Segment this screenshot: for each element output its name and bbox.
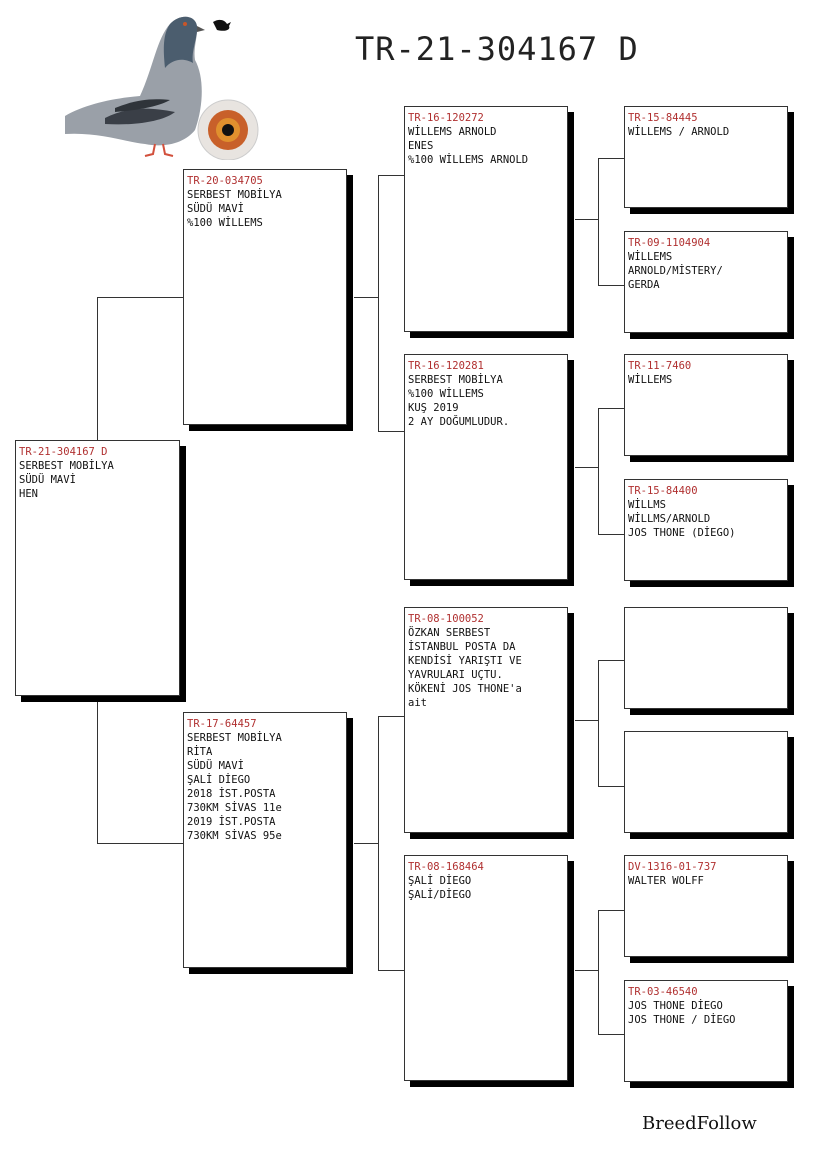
connector-line (378, 175, 379, 431)
connector-line (97, 702, 98, 843)
ring-number: TR-15-84445 (628, 112, 698, 124)
info-line: YAVRULARI UÇTU. (408, 669, 503, 681)
info-line: ENES (408, 140, 434, 152)
info-line: KENDİSİ YARIŞTI VE (408, 655, 522, 667)
ring-number: TR-08-168464 (408, 861, 484, 873)
pedigree-card-dam[interactable] (183, 712, 347, 968)
connector-line (378, 716, 379, 970)
connector-line (598, 660, 599, 786)
connector-line (575, 219, 599, 220)
connector-line (354, 297, 379, 298)
connector-line (378, 175, 404, 176)
info-line: %100 WİLLEMS (187, 217, 263, 229)
connector-line (378, 970, 404, 971)
connector-line (378, 716, 404, 717)
connector-line (598, 408, 599, 534)
info-line: %100 WİLLEMS ARNOLD (408, 154, 529, 166)
pedigree-card-sds[interactable] (624, 354, 788, 456)
pigeon-photo (45, 8, 270, 160)
connector-line (598, 910, 624, 911)
info-line: ÖZKAN SERBEST (408, 627, 491, 639)
connector-line (598, 786, 624, 787)
ring-number: TR-11-7460 (628, 360, 692, 372)
info-line: JOS THONE (DİEGO) (628, 527, 736, 539)
info-line: KÖKENİ JOS THONE'a (408, 683, 522, 695)
brand-label: BreedFollow (642, 1113, 757, 1134)
pedigree-card-sss[interactable] (624, 106, 788, 208)
info-line: SERBEST MOBİLYA (408, 374, 503, 386)
page-title: TR-21-304167 D (355, 30, 639, 68)
pedigree-card-dam-sire[interactable] (404, 607, 568, 833)
info-line: ŞALİ/DİEGO (408, 889, 472, 901)
connector-line (575, 720, 599, 721)
info-line: JOS THONE / DİEGO (628, 1014, 736, 1026)
connector-line (598, 534, 624, 535)
info-line: 730KM SİVAS 11e (187, 802, 282, 814)
info-line: WALTER WOLFF (628, 875, 704, 887)
info-line: ŞALİ DİEGO (187, 774, 251, 786)
ring-number: TR-17-64457 (187, 718, 257, 730)
pedigree-card-sire-dam[interactable] (404, 354, 568, 580)
info-line: ARNOLD/MİSTERY/ (628, 265, 723, 277)
pedigree-card-dss[interactable] (624, 607, 788, 709)
connector-line (598, 158, 624, 159)
connector-line (598, 285, 624, 286)
pedigree-card-dam-dam[interactable] (404, 855, 568, 1081)
info-line: JOS THONE DİEGO (628, 1000, 723, 1012)
info-line: RİTA (187, 746, 213, 758)
ring-number: TR-09-1104904 (628, 237, 711, 249)
ring-number: TR-20-034705 (187, 175, 263, 187)
info-line: SERBEST MOBİLYA (187, 732, 282, 744)
info-line: KUŞ 2019 (408, 402, 459, 414)
connector-line (97, 843, 183, 844)
info-line: WİLLMS (628, 499, 666, 511)
connector-line (575, 970, 599, 971)
connector-line (598, 1034, 624, 1035)
pedigree-card-ddd[interactable] (624, 980, 788, 1082)
info-line: İSTANBUL POSTA DA (408, 641, 516, 653)
ring-number: TR-08-100052 (408, 613, 484, 625)
connector-line (598, 408, 624, 409)
info-line: WİLLEMS ARNOLD (408, 126, 497, 138)
info-line: WİLLEMS (628, 374, 673, 386)
info-line: SERBEST MOBİLYA (187, 189, 282, 201)
info-line: 2018 İST.POSTA (187, 788, 276, 800)
info-line: SERBEST MOBİLYA (19, 460, 114, 472)
pedigree-card-sire[interactable] (183, 169, 347, 425)
ring-number: TR-03-46540 (628, 986, 698, 998)
info-line: ŞALİ DİEGO (408, 875, 472, 887)
connector-line (378, 431, 404, 432)
ring-number: DV-1316-01-737 (628, 861, 717, 873)
pedigree-card-dds[interactable] (624, 855, 788, 957)
info-line: SÜDÜ MAVİ (19, 474, 76, 486)
info-line: 2 AY DOĞUMLUDUR. (408, 416, 510, 428)
info-line: WİLLEMS / ARNOLD (628, 126, 730, 138)
ring-number: TR-21-304167 D (19, 446, 108, 458)
connector-line (97, 297, 98, 441)
pedigree-card-sdd[interactable] (624, 479, 788, 581)
info-line: 730KM SİVAS 95e (187, 830, 282, 842)
ring-number: TR-16-120281 (408, 360, 484, 372)
pedigree-card-subject[interactable] (15, 440, 180, 696)
ring-number: TR-15-84400 (628, 485, 698, 497)
info-line: SÜDÜ MAVİ (187, 203, 244, 215)
info-line: WİLLMS/ARNOLD (628, 513, 711, 525)
connector-line (598, 158, 599, 285)
pedigree-card-dsd[interactable] (624, 731, 788, 833)
connector-line (575, 467, 599, 468)
pedigree-card-ssd[interactable] (624, 231, 788, 333)
info-line: %100 WİLLEMS (408, 388, 484, 400)
info-line: SÜDÜ MAVİ (187, 760, 244, 772)
info-line: ait (408, 697, 427, 709)
info-line: GERDA (628, 279, 660, 291)
ring-number: TR-16-120272 (408, 112, 484, 124)
info-line: WİLLEMS (628, 251, 673, 263)
info-line: 2019 İST.POSTA (187, 816, 276, 828)
connector-line (354, 843, 379, 844)
info-line: HEN (19, 488, 38, 500)
connector-line (97, 297, 183, 298)
pedigree-card-sire-sire[interactable] (404, 106, 568, 332)
connector-line (598, 910, 599, 1034)
connector-line (598, 660, 624, 661)
